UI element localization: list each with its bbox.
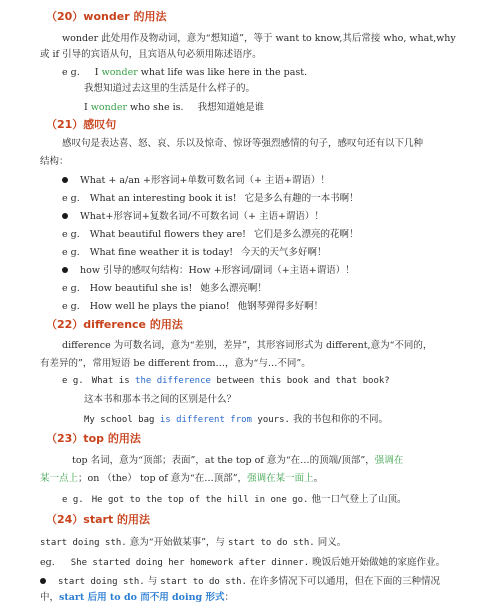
example-label: e g.	[62, 247, 80, 258]
example-text: He got to the top of the hill in one go.	[91, 495, 309, 505]
section-21-bullet-3	[62, 264, 355, 277]
section-21-heading: （21）感叹句	[46, 118, 117, 131]
section-21-example-2	[62, 228, 359, 241]
example-translation: 我想知道她是谁	[197, 102, 265, 113]
example-translation: 它是多么有趣的一本书啊！	[244, 193, 359, 204]
example-label: e g.	[62, 301, 80, 312]
section-21-bullet-1	[62, 174, 330, 187]
example-translation: 晚饭后她开始做她的家庭作业。	[309, 557, 446, 568]
example-label: e g.	[62, 229, 80, 240]
example-text: what life was like here in the past.	[137, 67, 308, 78]
phrase-text: start to do sth.	[160, 577, 247, 587]
example-text: How well he plays the piano!	[89, 301, 230, 312]
section-21-example-5	[62, 300, 323, 313]
section-23-desc-line2	[40, 472, 323, 485]
section-20-example-2	[84, 101, 264, 114]
bullet-text: how 引导的感叹句结构：How +形容词/副词（+主语+谓语）！	[80, 265, 355, 276]
section-21-example-4	[62, 282, 267, 295]
section-21-example-1	[62, 192, 359, 205]
bullet-icon	[40, 578, 46, 584]
example-text: What fine weather it is today!	[89, 247, 234, 258]
example-label: e g.	[62, 193, 80, 204]
section-20-example-1	[62, 66, 307, 79]
highlight-the-difference: the difference	[135, 376, 211, 386]
bullet-text: What + a/an +形容词+单数可数名词（+ 主语+谓语）！	[80, 175, 330, 186]
example-text: I	[84, 102, 91, 113]
section-20-heading: （20）wonder 的用法	[46, 10, 167, 23]
example-text: I	[94, 67, 102, 78]
desc-text: top 名词，意为“顶部；表面”，at the top of 意为“在…的顶端/顶部”，	[72, 455, 375, 466]
example-label: e g.	[62, 283, 80, 294]
highlight-is-different-from: is different from	[159, 415, 252, 425]
example-translation: 他钢琴弹得多好啊！	[237, 301, 324, 312]
example-text: What beautiful flowers they are!	[89, 229, 247, 240]
section-24-line1	[40, 536, 346, 550]
section-23-example-1	[62, 493, 406, 507]
example-text: How beautiful she is!	[89, 283, 193, 294]
example-translation: 他一口气登上了山顶。	[308, 494, 407, 505]
example-label: e g.	[62, 67, 80, 78]
example-text: What is	[91, 376, 136, 386]
section-24-heading: （24）start 的用法	[46, 513, 151, 526]
section-20-desc-line1: wonder 此处用作及物动词，意为“想知道”，等于 want to know,其后常接 who, what,why	[62, 33, 456, 44]
section-22-heading: （22）difference 的用法	[46, 318, 183, 331]
example-text: What an interesting book it is!	[89, 193, 237, 204]
section-24-bullet-1	[40, 575, 440, 589]
section-20-example-1-translation: 我想知道过去这里的生活是什么样子的。	[84, 83, 256, 94]
example-text: between this book and that book?	[210, 376, 390, 386]
bullet-text: What+形容词+复数名词/不可数名词（+ 主语+谓语）！	[80, 211, 324, 222]
phrase-text: start doing sth.	[40, 538, 127, 548]
section-22-example-2	[84, 413, 388, 427]
highlight-text: 某一点上	[40, 473, 79, 484]
highlight-text: 强调在某一面上	[247, 473, 314, 484]
section-22-example-1-translation: 这本书和那本书之间的区别是什么？	[84, 394, 237, 405]
section-24-example-1	[40, 556, 445, 570]
desc-text: 与	[144, 576, 161, 587]
desc-text: ：	[224, 592, 235, 603]
example-label: e g.	[62, 495, 84, 505]
highlight-wonder: wonder	[90, 102, 127, 113]
section-23-heading: （23）top 的用法	[46, 432, 141, 445]
section-21-desc-line1: 感叹句是表达喜、怒、哀、乐以及惊奇、惊讶等强烈感情的句子，感叹句还有以下几种	[62, 138, 424, 149]
example-text: She started doing her homework after dinner.	[70, 558, 310, 568]
example-label: e g.	[62, 376, 84, 386]
section-22-example-1	[62, 375, 390, 388]
desc-text: ；on （the） top of 意为“在…顶部”，	[78, 473, 248, 484]
example-translation: 它们是多么漂亮的花啊！	[254, 229, 359, 240]
example-text: who she is.	[127, 102, 184, 113]
desc-text: 。	[313, 473, 324, 484]
example-translation: 今天的天气多好啊！	[241, 247, 327, 258]
example-text: My school bag	[84, 415, 160, 425]
highlight-text: start 后用 to do 而不用 doing 形式	[59, 592, 225, 603]
section-21-example-3	[62, 246, 327, 259]
section-20-desc-line2: 或 if 引导的宾语从句，且宾语从句必须用陈述语序。	[40, 49, 262, 60]
bullet-icon	[62, 213, 68, 219]
desc-text: 意为“开始做某事”，与	[126, 537, 228, 548]
section-23-desc-line1	[72, 454, 403, 467]
highlight-text: 强调在	[374, 455, 404, 466]
desc-text: 中，	[40, 592, 60, 603]
section-24-bullet-1-line2	[40, 591, 234, 604]
phrase-text: start to do sth.	[227, 538, 315, 548]
example-translation: 她多么漂亮啊！	[200, 283, 267, 294]
phrase-text: start doing sth.	[58, 577, 145, 587]
example-label: eg.	[40, 557, 55, 568]
desc-text: 同义。	[314, 537, 347, 548]
section-21-desc-line2: 结构：	[40, 156, 69, 167]
section-22-desc-line1: difference 为可数名词，意为“差别，差异”，其形容词形式为 different,意为“不同的，	[62, 340, 433, 351]
example-text: yours.	[251, 415, 290, 425]
section-21-bullet-2	[62, 210, 324, 223]
bullet-icon	[62, 267, 68, 273]
desc-text: 在许多情况下可以通用，但在下面的三种情况	[246, 576, 440, 587]
highlight-wonder: wonder	[101, 67, 138, 78]
example-translation: 我的书包和你的不同。	[289, 414, 388, 425]
section-22-desc-line2: 有差异的”，常用短语 be different from…，意为“与…不同”。	[40, 358, 311, 369]
bullet-icon	[62, 177, 68, 183]
